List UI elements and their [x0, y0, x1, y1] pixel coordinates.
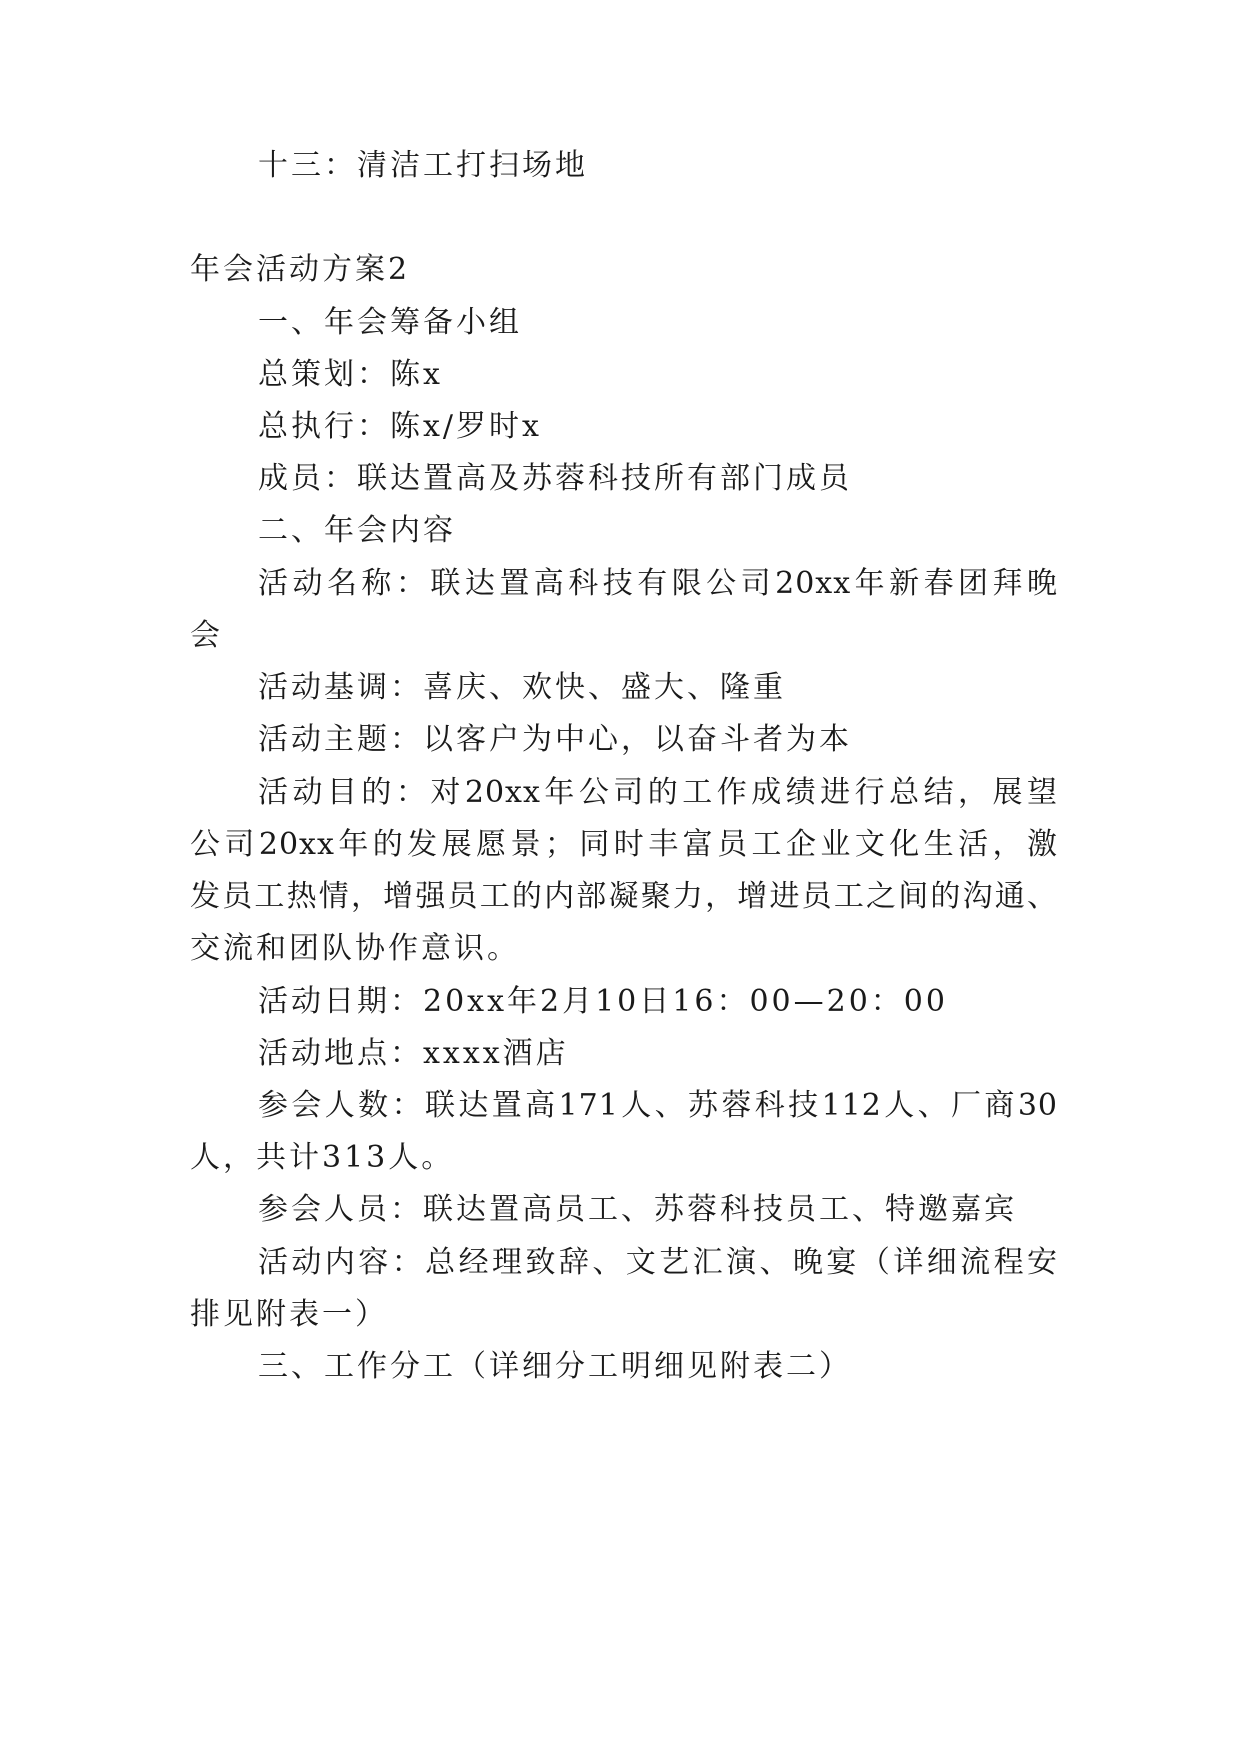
paragraph-line: 活动目的：对20xx年公司的工作成绩进行总结，展望 [258, 775, 1058, 810]
section-title: 年会活动方案2 [190, 252, 411, 287]
heading-line: 一、年会筹备小组 [258, 305, 522, 340]
paragraph-line: 人，共计313人。 [190, 1140, 455, 1175]
paragraph-line: 十三：清洁工打扫场地 [258, 148, 588, 183]
paragraph-line: 公司20xx年的发展愿景；同时丰富员工企业文化生活，激 [190, 827, 1058, 862]
paragraph-line: 成员：联达置高及苏蓉科技所有部门成员 [258, 461, 852, 496]
paragraph-line: 排见附表一） [190, 1297, 388, 1332]
paragraph-line: 发员工热情，增强员工的内部凝聚力，增进员工之间的沟通、 [190, 879, 1058, 914]
paragraph-line: 活动主题：以客户为中心，以奋斗者为本 [258, 722, 852, 757]
paragraph-line: 活动名称：联达置高科技有限公司20xx年新春团拜晚 [258, 566, 1058, 601]
paragraph-line: 交流和团队协作意识。 [190, 931, 520, 966]
heading-line: 三、工作分工（详细分工明细见附表二） [258, 1349, 852, 1384]
paragraph-line: 总执行：陈x/罗时x [258, 409, 542, 444]
paragraph-line: 参会人数：联达置高171人、苏蓉科技112人、厂商30 [258, 1088, 1058, 1123]
paragraph-line: 总策划：陈x [258, 357, 443, 392]
paragraph-line: 活动基调：喜庆、欢快、盛大、隆重 [258, 670, 786, 705]
paragraph-line: 参会人员：联达置高员工、苏蓉科技员工、特邀嘉宾 [258, 1192, 1017, 1227]
paragraph-line: 活动日期：20xx年2月10日16：00—20：00 [258, 984, 948, 1019]
paragraph-line: 活动内容：总经理致辞、文艺汇演、晚宴（详细流程安 [258, 1245, 1058, 1280]
paragraph-line: 会 [190, 618, 223, 653]
paragraph-line: 活动地点：xxxx酒店 [258, 1036, 569, 1071]
heading-line: 二、年会内容 [258, 513, 456, 548]
